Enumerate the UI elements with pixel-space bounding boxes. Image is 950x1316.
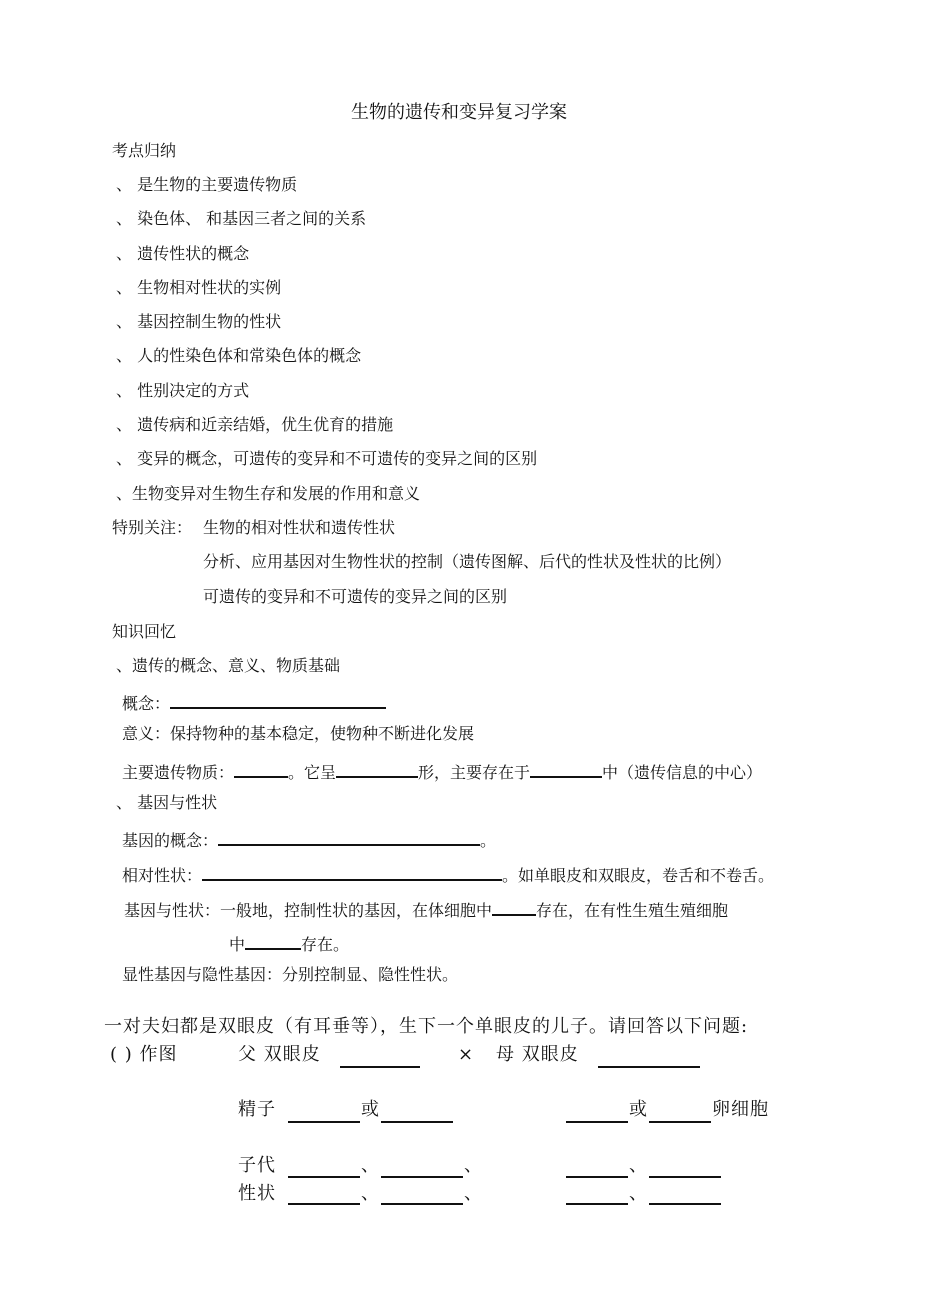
- jiyin-gainian-end: 。: [480, 831, 497, 850]
- father-blank[interactable]: [340, 1048, 420, 1068]
- zidai-blank-3[interactable]: [566, 1158, 628, 1178]
- cross-symbol: ×: [458, 1044, 475, 1065]
- kaodian-item: 、 变异的概念，可遗传的变异和不可遗传的变异之间的区别: [116, 449, 538, 468]
- question-text: 一对夫妇都是双眼皮（有耳垂等），生下一个单眼皮的儿子。请回答以下问题:: [104, 1016, 749, 1037]
- kaodian-item: 、 性别决定的方式: [116, 381, 250, 400]
- huo-2: 或: [629, 1099, 648, 1120]
- xingzhuang-blank-2[interactable]: [381, 1185, 463, 1205]
- jingzi-blank-1[interactable]: [288, 1103, 360, 1123]
- tebie-line: 分析、应用基因对生物性状的控制（遗传图解、后代的性状及性状的比例）: [203, 552, 732, 571]
- question-number: ( ) 作图: [110, 1044, 178, 1065]
- huo-1: 或: [361, 1099, 380, 1120]
- wuzhi-blank-2[interactable]: [336, 758, 418, 778]
- xingzhuang-label: 性状: [238, 1183, 276, 1204]
- section-heading-zhishi: 知识回忆: [112, 622, 177, 641]
- xiangdui-line: [122, 861, 774, 887]
- kaodian-item: 、 遗传性状的概念: [116, 244, 250, 263]
- subsection-jiyin: 、 基因与性状: [116, 793, 218, 812]
- gainian-label: 概念：: [122, 694, 171, 713]
- jiyin-xingzhuang-line-2: [229, 930, 349, 956]
- kaodian-item: 、 人的性染色体和常染色体的概念: [116, 346, 362, 365]
- gainian-blank[interactable]: [170, 689, 386, 709]
- tebie-line: 可遗传的变异和不可遗传的变异之间的区别: [203, 587, 508, 606]
- wuzhi-blank-1[interactable]: [234, 758, 288, 778]
- wuzhi-line: [122, 758, 762, 784]
- jiyin-gainian-line: [122, 826, 496, 852]
- kaodian-item: 、 染色体、 和基因三者之间的关系: [116, 209, 367, 228]
- kaodian-item: 、 生物相对性状的实例: [116, 278, 282, 297]
- xiangdui-text: 。如单眼皮和双眼皮，卷舌和不卷舌。: [502, 866, 775, 885]
- jingzi-blank-2[interactable]: [381, 1103, 453, 1123]
- jx-text-c: 中: [229, 935, 246, 954]
- mother-blank[interactable]: [598, 1048, 700, 1068]
- kaodian-item: 、 是生物的主要遗传物质: [116, 175, 298, 194]
- dun-2: 、: [464, 1155, 483, 1176]
- xianxing-line: 显性基因与隐性基因：分别控制显、隐性性状。: [122, 965, 459, 984]
- wuzhi-text-d: 中（遗传信息的中心）: [602, 763, 763, 782]
- xingzhuang-blank-4[interactable]: [649, 1185, 721, 1205]
- xiangdui-blank[interactable]: [202, 861, 502, 881]
- kaodian-item: 、生物变异对生物生存和发展的作用和意义: [116, 484, 421, 503]
- jx-text-a: 基因与性状：一般地，控制性状的基因，在体细胞中: [124, 901, 493, 920]
- jiyin-gainian-label: 基因的概念：: [122, 831, 219, 850]
- tebie-line: 生物的相对性状和遗传性状: [203, 518, 396, 537]
- zidai-blank-2[interactable]: [381, 1158, 463, 1178]
- luan-label: 卵细胞: [712, 1099, 769, 1120]
- xingzhuang-blank-1[interactable]: [288, 1185, 360, 1205]
- dun-4: 、: [361, 1183, 380, 1204]
- kaodian-item: 、 基因控制生物的性状: [116, 312, 282, 331]
- kaodian-item: 、 遗传病和近亲结婚，优生优育的措施: [116, 415, 394, 434]
- page-title: 生物的遗传和变异复习学案: [351, 102, 567, 123]
- dun-6: 、: [629, 1183, 648, 1204]
- subsection-yichuan: 、遗传的概念、意义、物质基础: [116, 656, 341, 675]
- jiyin-xingzhuang-line: [124, 896, 728, 922]
- zidai-blank-1[interactable]: [288, 1158, 360, 1178]
- jx-blank-1[interactable]: [492, 896, 536, 916]
- jx-blank-2[interactable]: [245, 930, 301, 950]
- jx-text-d: 存在。: [301, 935, 350, 954]
- wuzhi-label: 主要遗传物质：: [122, 763, 235, 782]
- wuzhi-text-c: 形，主要存在于: [418, 763, 531, 782]
- wuzhi-text-b: 。它呈: [288, 763, 337, 782]
- dun-1: 、: [361, 1155, 380, 1176]
- tebie-label: 特别关注：: [112, 518, 193, 537]
- xingzhuang-blank-3[interactable]: [566, 1185, 628, 1205]
- dun-5: 、: [464, 1183, 483, 1204]
- jx-text-b: 存在，在有性生殖生殖细胞: [536, 901, 729, 920]
- mother-label: 母 双眼皮: [496, 1044, 579, 1065]
- wuzhi-blank-3[interactable]: [530, 758, 602, 778]
- xiangdui-label: 相对性状：: [122, 866, 203, 885]
- father-label: 父 双眼皮: [238, 1044, 321, 1065]
- zidai-label: 子代: [238, 1155, 276, 1176]
- zidai-blank-4[interactable]: [649, 1158, 721, 1178]
- dun-3: 、: [629, 1155, 648, 1176]
- luan-blank-1[interactable]: [566, 1103, 628, 1123]
- jingzi-label: 精子: [238, 1099, 276, 1120]
- jiyin-gainian-blank[interactable]: [218, 826, 480, 846]
- yiyi-line: 意义：保持物种的基本稳定，使物种不断进化发展: [122, 724, 475, 743]
- section-heading-kaodian: 考点归纳: [112, 141, 177, 160]
- gainian-line: [122, 689, 386, 715]
- luan-blank-2[interactable]: [649, 1103, 711, 1123]
